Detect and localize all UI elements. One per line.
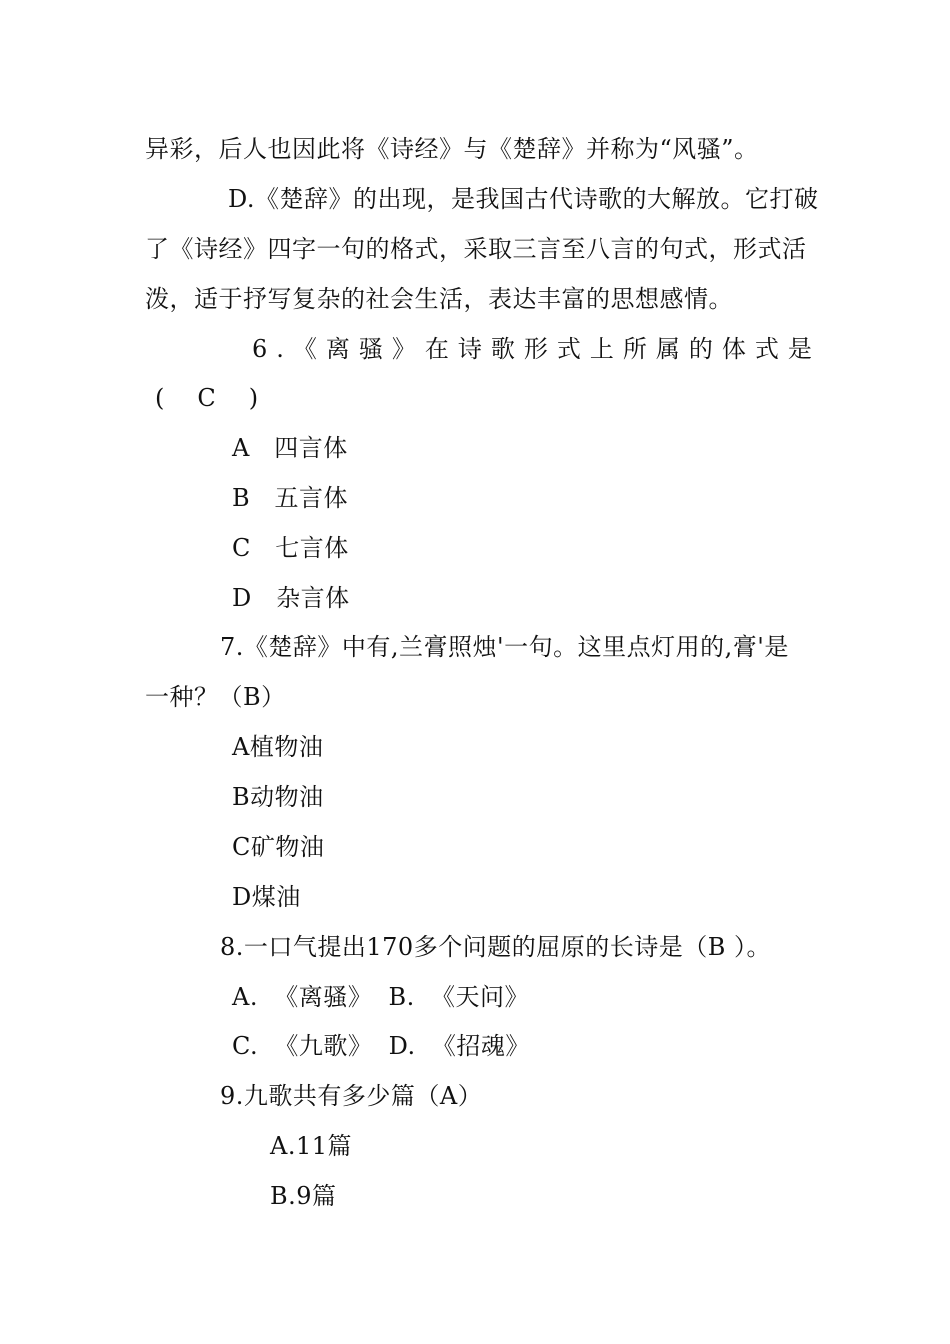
question-8-options-ab: A. 《离骚》 B. 《天问》 [232,983,529,1011]
question-6-option-d: D 杂言体 [232,584,350,612]
question-7-option-c: C矿物油 [232,833,325,861]
question-6-option-c: C 七言体 [232,534,349,562]
question-6-option-b: B 五言体 [232,484,349,512]
question-8: 8.一口气提出170多个问题的屈原的长诗是（B ）。 [220,933,771,961]
paragraph-line: 异彩，后人也因此将《诗经》与《楚辞》并称为“风骚”。 [145,135,759,163]
question-6-answer: ( C ) [155,384,259,412]
question-7: 7.《楚辞》中有,兰膏照烛'一句。这里点灯用的,膏'是 [220,633,789,661]
paragraph-line: 泼，适于抒写复杂的社会生活，表达丰富的思想感情。 [145,285,733,313]
question-6-option-a: A 四言体 [232,434,348,462]
option-d-explanation: D.《楚辞》的出现，是我国古代诗歌的大解放。它打破 [228,185,819,213]
question-7-option-b: B动物油 [232,783,324,811]
question-7-option-a: A植物油 [232,733,324,761]
question-9: 9.九歌共有多少篇（A） [220,1082,483,1110]
question-7-continued: 一种？（B） [145,683,286,711]
paragraph-line: 了《诗经》四字一句的格式，采取三言至八言的句式，形式活 [145,235,807,263]
question-8-options-cd: C. 《九歌》 D. 《招魂》 [232,1032,530,1060]
question-6: 6.《离骚》在诗歌形式上所属的体式是 [252,335,821,363]
question-7-option-d: D煤油 [232,883,301,911]
question-9-option-b: B.9篇 [270,1182,337,1210]
question-9-option-a: A.11篇 [270,1132,352,1160]
